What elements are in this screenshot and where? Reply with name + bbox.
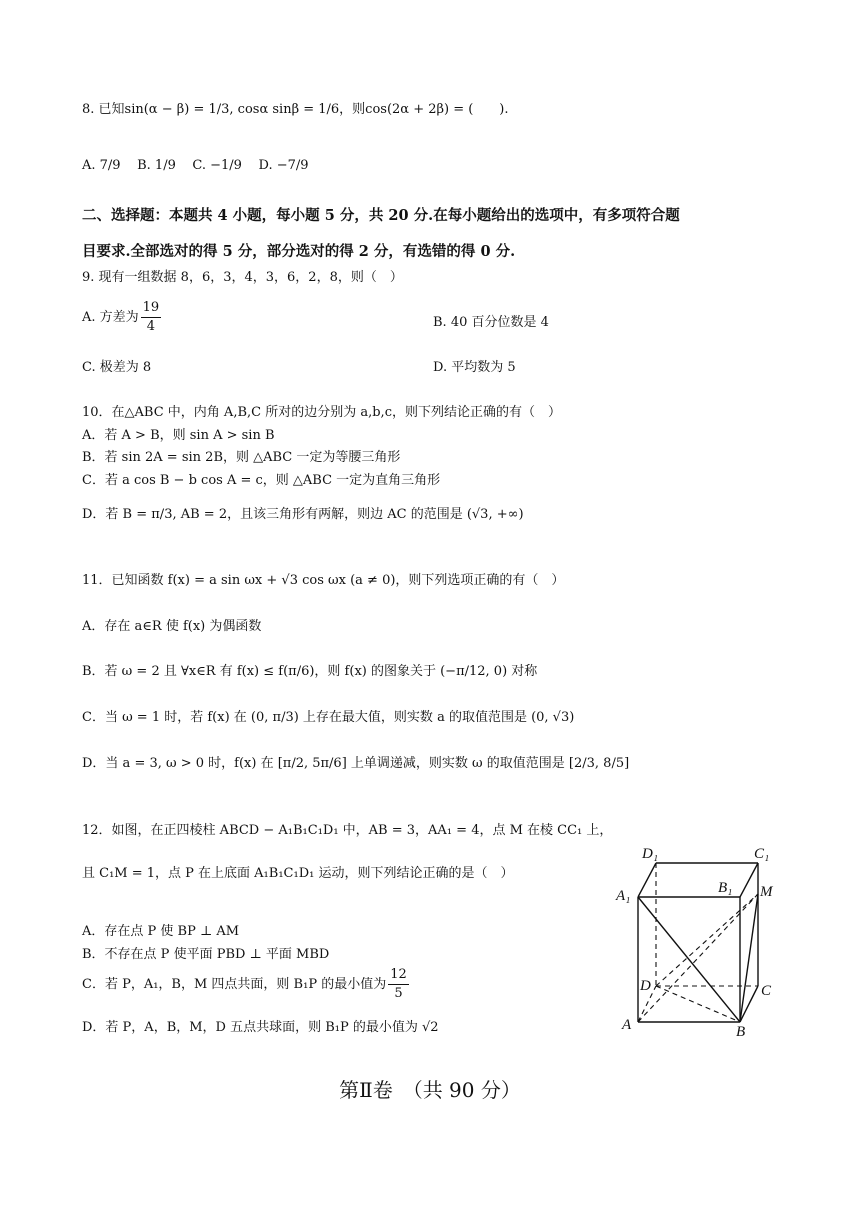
q9-option-d: D. 平均数为 5 (433, 360, 516, 375)
q11-option-c: C．当 ω = 1 时，若 f(x) 在 (0, π/3) 上存在最大值，则实数 a 的取值范围是 (0, √3) (82, 710, 575, 725)
label-c: C (761, 983, 772, 999)
prism-edges (638, 863, 758, 1022)
part-two-title: 第Ⅱ卷 （共 90 分） (339, 1078, 521, 1102)
section2-heading-line2: 目要求.全部选对的得 5 分，部分选对的得 2 分，有选错的得 0 分. (82, 243, 516, 260)
q12-option-c (82, 966, 411, 1003)
q10-option-a: A．若 A > B，则 sin A > sin B (82, 428, 275, 443)
q9-variance-fraction (141, 299, 162, 336)
edge-a1-d1 (638, 863, 656, 897)
q8-options (82, 158, 309, 173)
q8-option-a: A. 7/9 (82, 158, 121, 173)
q12-min-fraction (388, 966, 409, 1003)
q10-option-b: B．若 sin 2A = sin 2B，则 △ABC 一定为等腰三角形 (82, 450, 401, 465)
q8-stem: 8. 已知sin(α − β) = 1/3, cosα sinβ = 1/6，则cos(2α + 2β) = ( ). (82, 102, 509, 117)
q9-variance-denominator: 4 (146, 319, 156, 334)
q12-stem-line1: 12．如图，在正四棱柱 ABCD − A₁B₁C₁D₁ 中，AB = 3，AA₁ = 4，点 M 在棱 CC₁ 上， (82, 823, 613, 838)
q8-option-d: D. −7/9 (258, 158, 309, 173)
q10-stem: 10．在△ABC 中，内角 A,B,C 所对的边分别为 a,b,c，则下列结论正确的有（ ） (82, 405, 561, 420)
q9-option-c: C. 极差为 8 (82, 360, 152, 375)
section2-heading-line1: 二、选择题：本题共 4 小题，每小题 5 分，共 20 分.在每小题给出的选项中，有多项符合题 (82, 207, 680, 224)
q9-option-b: B. 40 百分位数是 4 (433, 315, 549, 330)
segment-d-m (656, 894, 758, 986)
label-d1: D₁ (642, 846, 659, 862)
q9-option-a (82, 299, 163, 336)
label-a: A (622, 1017, 632, 1033)
q12-option-b: B．不存在点 P 使平面 PBD ⊥ 平面 MBD (82, 947, 330, 962)
q8-option-b: B. 1/9 (137, 158, 176, 173)
q10-option-c: C．若 a cos B − b cos A = c，则 △ABC 一定为直角三角形 (82, 473, 441, 488)
q11-stem: 11．已知函数 f(x) = a sin ωx + √3 cos ωx (a ≠ 0)，则下列选项正确的有（ ） (82, 573, 565, 588)
q8-option-c: C. −1/9 (192, 158, 242, 173)
label-c1: C₁ (754, 846, 770, 862)
q12-option-d: D．若 P，A，B，M，D 五点共球面，则 B₁P 的最小值为 √2 (82, 1020, 439, 1035)
q12-option-c-label: C．若 P，A₁，B，M 四点共面，则 B₁P 的最小值为 (82, 977, 387, 992)
q12-stem-line2: 且 C₁M = 1，点 P 在上底面 A₁B₁C₁D₁ 运动，则下列结论正确的是（ ） (82, 866, 514, 881)
q11-option-a: A．存在 a∈R 使 f(x) 为偶函数 (82, 619, 262, 634)
q11-option-d: D．当 a = 3, ω > 0 时，f(x) 在 [π/2, 5π/6] 上单调递减，则实数 ω 的取值范围是 [2/3, 8/5] (82, 756, 630, 771)
q12-min-denominator: 5 (394, 986, 403, 1001)
q9-option-a-label: A. 方差为 (82, 310, 139, 325)
q11-option-b: B．若 ω = 2 且 ∀x∈R 有 f(x) ≤ f(π/6)，则 f(x) 的图象关于 (−π/12, 0) 对称 (82, 664, 538, 679)
prism-figure (612, 840, 782, 1040)
segment-a1-b (638, 897, 740, 1022)
q12-option-a: A．存在点 P 使 BP ⊥ AM (82, 924, 240, 939)
label-b1: B₁ (718, 880, 733, 896)
label-a1: A₁ (616, 888, 631, 904)
segment-d-b (656, 986, 740, 1022)
q10-option-d: D．若 B = π/3, AB = 2，且该三角形有两解，则边 AC 的范围是 (√3, +∞) (82, 507, 524, 522)
q9-variance-numerator: 19 (141, 299, 162, 318)
label-d: D (640, 978, 651, 994)
label-b: B (736, 1024, 746, 1040)
edge-b1-c1 (740, 863, 758, 897)
label-m: M (760, 884, 773, 900)
q12-min-numerator: 12 (388, 966, 409, 985)
q9-stem: 9. 现有一组数据 8，6，3，4，3，6，2，8，则（ ） (82, 270, 403, 285)
